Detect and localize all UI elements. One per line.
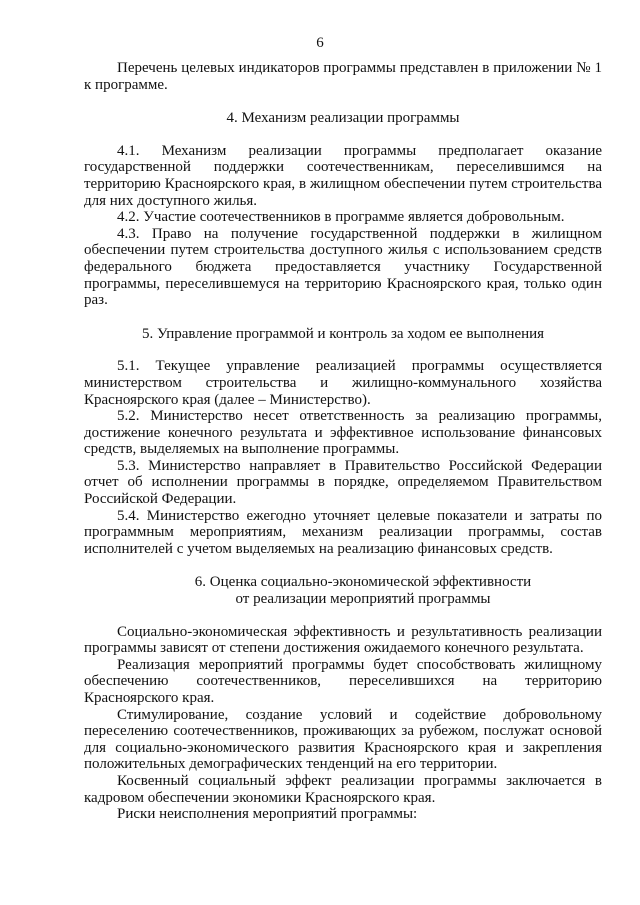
paragraph-5-3: 5.3. Министерство направляет в Правительство Российской Федерации отчет об исполнении программы в порядке, определяемом Правительством Российской Федерации. <box>84 457 602 508</box>
paragraph-6-4: Косвенный социальный эффект реализации программы заключается в кадровом обеспечении экономики Красноярского края. <box>84 772 602 806</box>
paragraph-4-3: 4.3. Право на получение государственной поддержки в жилищном обеспечении путем строительства доступного жилья с использованием средств федерального бюджета предоставляется участнику Государственной программы, переселившемуся на территорию Красноярского края, только один раз. <box>84 225 602 309</box>
page-number: 6 <box>316 35 324 51</box>
document-body <box>84 60 602 823</box>
paragraph-5-1: 5.1. Текущее управление реализацией программы осуществляется министерством строительства и жилищно-коммунального хозяйства Красноярского края (далее – Министерство). <box>84 358 602 408</box>
paragraph-6-2: Реализация мероприятий программы будет способствовать жилищному обеспечению соотечественников, переселившихся на территорию Красноярского края. <box>84 656 602 706</box>
intro-paragraph: Перечень целевых индикаторов программы представлен в приложении № 1 к программе. <box>84 60 602 93</box>
paragraph-4-1: 4.1. Механизм реализации программы предполагает оказание государственной поддержки соотечественникам, переселившимся на территорию Красноярского края, в жилищном обеспечении путем строительства для них доступного жилья. <box>84 142 602 209</box>
paragraph-4-2: 4.2. Участие соотечественников в программе является добровольным. <box>117 209 565 226</box>
paragraph-5-4: 5.4. Министерство ежегодно уточняет целевые показатели и затраты по программным мероприятиям, механизм реализации программы, состав исполнителей с учетом выделяемых на реализацию финансовых средств. <box>84 507 602 557</box>
paragraph-6-1: Социально-экономическая эффективность и результативность реализации программы зависят от степени достижения ожидаемого конечного результата. <box>84 623 602 657</box>
section-6-title-line-1: 6. Оценка социально-экономической эффективности <box>194 574 532 591</box>
paragraph-6-5: Риски неисполнения мероприятий программы: <box>117 806 418 823</box>
section-5-title: 5. Управление программой и контроль за ходом ее выполнения <box>141 325 545 342</box>
section-6-title-line-2: от реализации мероприятий программы <box>235 591 491 608</box>
paragraph-5-2: 5.2. Министерство несет ответственность за реализацию программы, достижение конечного результата и эффективное использование финансовых средств, выделяемых на выполнение программы. <box>84 408 602 458</box>
paragraph-6-3: Стимулирование, создание условий и содействие добровольному переселению соотечественников, проживающих за рубежом, послужат основой для социально-экономического развития Красноярского края и закрепления положительных демографических тенденций на его территории. <box>84 706 602 773</box>
section-4-title: 4. Механизм реализации программы <box>226 110 460 127</box>
